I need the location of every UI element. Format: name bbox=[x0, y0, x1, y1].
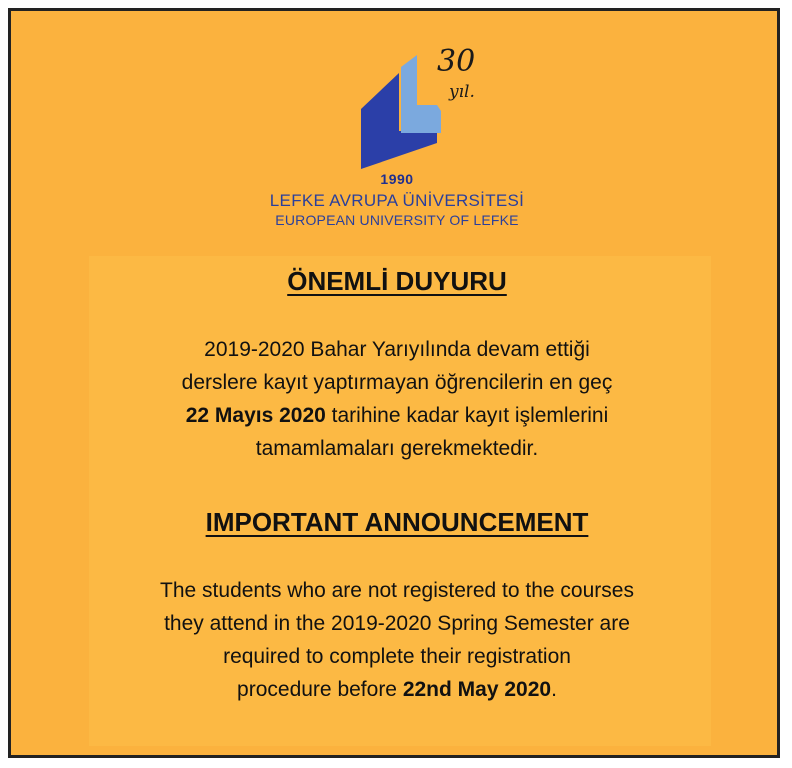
heading-tr: ÖNEMLİ DUYURU bbox=[287, 266, 507, 296]
logo-mark bbox=[341, 41, 511, 181]
text-tr-line-3-rest: tarihine kadar kayıt işlemlerini bbox=[325, 404, 609, 427]
university-logo bbox=[341, 41, 511, 181]
founding-year: 1990 bbox=[380, 171, 414, 187]
text-tr-line-4: tamamlamaları gerekmektedir. bbox=[255, 437, 539, 460]
text-en-line-1: The students who are not registered to the courses bbox=[160, 579, 634, 602]
announcement-text-en bbox=[11, 574, 783, 706]
anniversary-number: 30 bbox=[437, 44, 476, 79]
text-en-line-2: they attend in the 2019-2020 Spring Semester are bbox=[164, 612, 630, 635]
text-en-line-3: required to complete their registration bbox=[223, 645, 571, 668]
anniversary-word: yıl. bbox=[449, 82, 475, 102]
logo-light-blue-shape bbox=[401, 55, 441, 133]
university-name-tr: LEFKE AVRUPA ÜNİVERSİTESİ bbox=[269, 191, 525, 210]
announcement-poster bbox=[8, 8, 780, 758]
university-name-en: EUROPEAN UNIVERSITY OF LEFKE bbox=[275, 212, 519, 228]
announcement-text-tr bbox=[11, 333, 783, 465]
text-en-line-4-end: . bbox=[551, 678, 557, 701]
text-tr-line-3 bbox=[11, 399, 783, 432]
text-tr-line-1: 2019-2020 Bahar Yarıyılında devam ettiği bbox=[204, 338, 590, 361]
deadline-date-en: 22nd May 2020 bbox=[402, 678, 552, 701]
deadline-date-tr: 22 Mayıs 2020 bbox=[185, 404, 326, 427]
text-tr-line-2: derslere kayıt yaptırmayan öğrencilerin en geç bbox=[181, 371, 613, 394]
heading-en: IMPORTANT ANNOUNCEMENT bbox=[205, 507, 589, 537]
text-en-line-4 bbox=[11, 673, 783, 706]
text-en-line-4-start: procedure before bbox=[237, 678, 403, 701]
